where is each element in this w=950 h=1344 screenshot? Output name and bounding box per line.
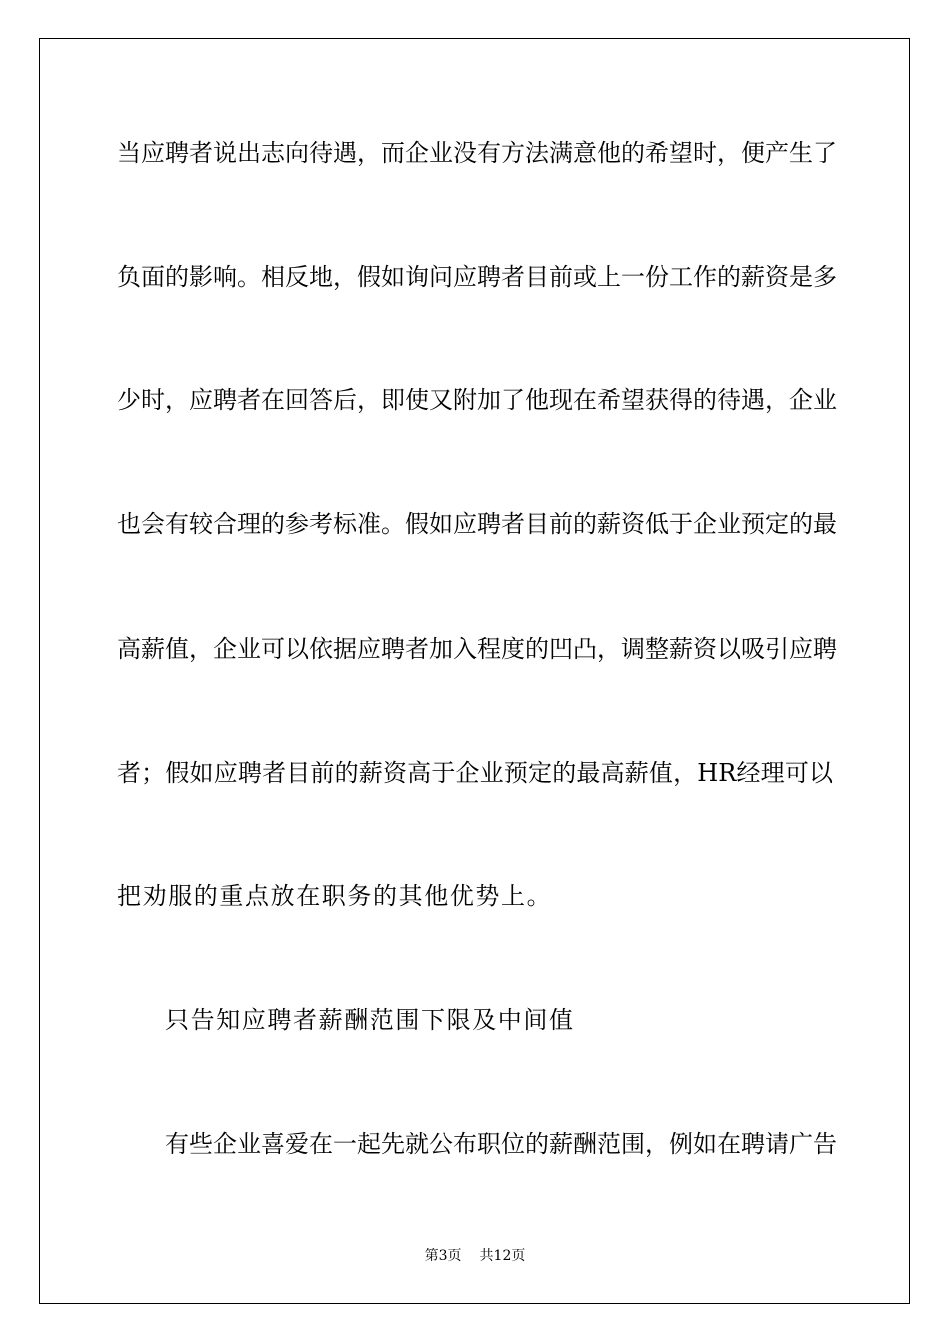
- page-footer: [0, 1247, 950, 1265]
- page-number-total: 共12页: [479, 1248, 526, 1264]
- paragraph-line-1: 当应聘者说出志向待遇，而企业没有方法满意他的希望时，便产生了: [117, 139, 837, 167]
- paragraph-line-8: 有些企业喜爱在一起先就公布职位的薪酬范围，例如在聘请广告: [165, 1130, 837, 1158]
- page-border: [39, 38, 910, 1304]
- section-heading: 只告知应聘者薪酬范围下限及中间值: [165, 1006, 575, 1034]
- paragraph-line-2: 负面的影响。相反地，假如询问应聘者目前或上一份工作的薪资是多: [117, 263, 837, 291]
- paragraph-line-7: 把劝服的重点放在职务的其他优势上。: [117, 882, 553, 910]
- paragraph-line-4: 也会有较合理的参考标准。假如应聘者目前的薪资低于企业预定的最: [117, 510, 837, 538]
- paragraph-line-6: 者；假如应聘者目前的薪资高于企业预定的最高薪值，HR经理可以: [117, 759, 833, 787]
- paragraph-line-5: 高薪值，企业可以依据应聘者加入程度的凹凸，调整薪资以吸引应聘: [117, 635, 837, 663]
- paragraph-line-3: 少时，应聘者在回答后，即使又附加了他现在希望获得的待遇，企业: [117, 386, 837, 414]
- page-number-current: 第3页: [424, 1248, 462, 1264]
